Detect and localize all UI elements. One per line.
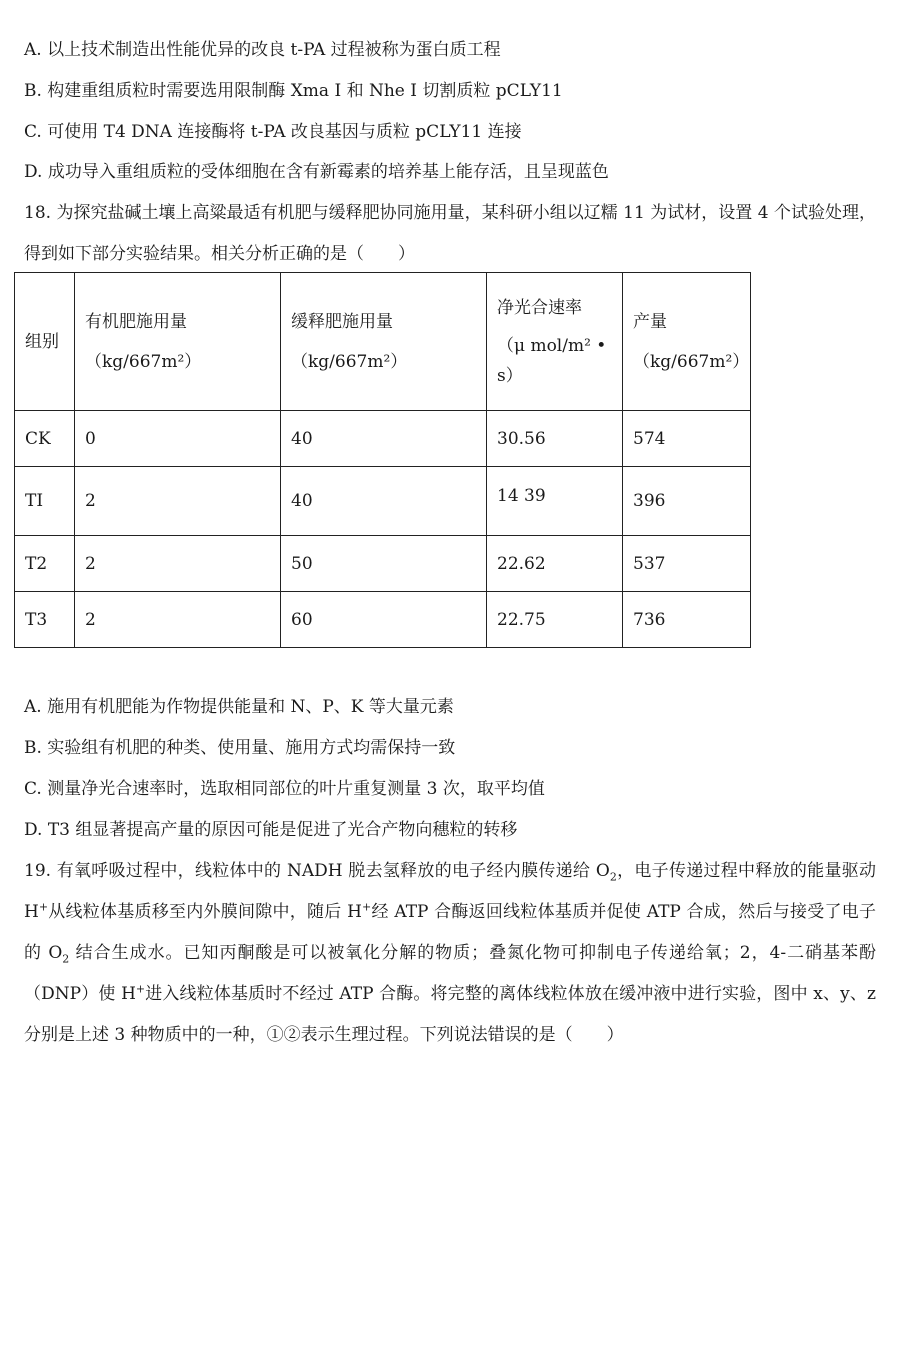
table-row xyxy=(15,592,751,648)
cell-group: CK xyxy=(15,411,75,467)
cell-slow: 40 xyxy=(281,467,487,536)
q17-option-a: A. 以上技术制造出性能优异的改良 t-PA 过程被称为蛋白质工程 xyxy=(24,40,501,60)
cell-slow: 50 xyxy=(281,536,487,592)
cell-slow: 60 xyxy=(281,592,487,648)
cell-yield: 396 xyxy=(623,467,751,536)
header-yield: 产量 （kg/667m²） xyxy=(623,273,751,411)
cell-organic: 0 xyxy=(75,411,281,467)
cell-rate: 22.75 xyxy=(487,592,623,648)
cell-slow: 40 xyxy=(281,411,487,467)
cell-group: TI xyxy=(15,467,75,536)
cell-organic: 2 xyxy=(75,467,281,536)
header-organic: 有机肥施用量 （kg/667m²） xyxy=(75,273,281,411)
results-table xyxy=(14,272,751,648)
q17-option-d: D. 成功导入重组质粒的受体细胞在含有新霉素的培养基上能存活，且呈现蓝色 xyxy=(24,162,609,182)
header-group: 组别 xyxy=(15,273,75,411)
table-row xyxy=(15,536,751,592)
q17-option-b: B. 构建重组质粒时需要选用限制酶 Xma I 和 Nhe I 切割质粒 pCLY11 xyxy=(24,81,563,101)
header-slow-release: 缓释肥施用量 （kg/667m²） xyxy=(281,273,487,411)
cell-group: T3 xyxy=(15,592,75,648)
cell-rate: 30.56 xyxy=(487,411,623,467)
cell-organic: 2 xyxy=(75,592,281,648)
table-header-row xyxy=(15,273,751,411)
cell-yield: 574 xyxy=(623,411,751,467)
cell-rate: 14 39 xyxy=(487,467,623,536)
cell-group: T2 xyxy=(15,536,75,592)
q18-stem: 18. 为探究盐碱土壤上高粱最适有机肥与缓释肥协同施用量，某科研小组以辽糯 11 为试材，设置 4 个试验处理，得到如下部分实验结果。相关分析正确的是（ ） xyxy=(24,203,876,264)
cell-yield: 736 xyxy=(623,592,751,648)
table-row xyxy=(15,411,751,467)
q18-option-b: B. 实验组有机肥的种类、使用量、施用方式均需保持一致 xyxy=(24,738,456,758)
q17-option-c: C. 可使用 T4 DNA 连接酶将 t-PA 改良基因与质粒 pCLY11 连接 xyxy=(24,122,522,142)
cell-organic: 2 xyxy=(75,536,281,592)
header-net-photosynthesis: 净光合速率 （μ mol/m² • s） xyxy=(487,273,623,411)
q19-stem: 19. 有氧呼吸过程中，线粒体中的 NADH 脱去氢释放的电子经内膜传递给 $O_2$，电子传递过程中释放的能量驱动 H+从线粒体基质移至内外膜间隙中，随后 H+经 ATP 合酶返回线粒体基质并促使 ATP 合成，然后与接受了电子的 $O_2$ 结合生成水。已知丙酮酸是可以被氧化分解的物质；叠氮化物可抑制电子传递给氧；2，4-二硝基苯酚（DNP）使 H+进入线粒体基质时不经过 ATP 合酶。将完整的离体线粒体放在缓冲液中进行实验，图中 x、y、z 分别是上述 3 种物质中的一种，①②表示生理过程。下列说法错误的是（ ） xyxy=(24,861,877,1045)
table-row xyxy=(15,467,751,536)
q18-option-d: D. T3 组显著提高产量的原因可能是促进了光合产物向穗粒的转移 xyxy=(24,820,518,840)
q18-option-c: C. 测量净光合速率时，选取相同部位的叶片重复测量 3 次，取平均值 xyxy=(24,779,545,799)
cell-yield: 537 xyxy=(623,536,751,592)
cell-rate: 22.62 xyxy=(487,536,623,592)
q18-option-a: A. 施用有机肥能为作物提供能量和 N、P、K 等大量元素 xyxy=(24,697,454,717)
